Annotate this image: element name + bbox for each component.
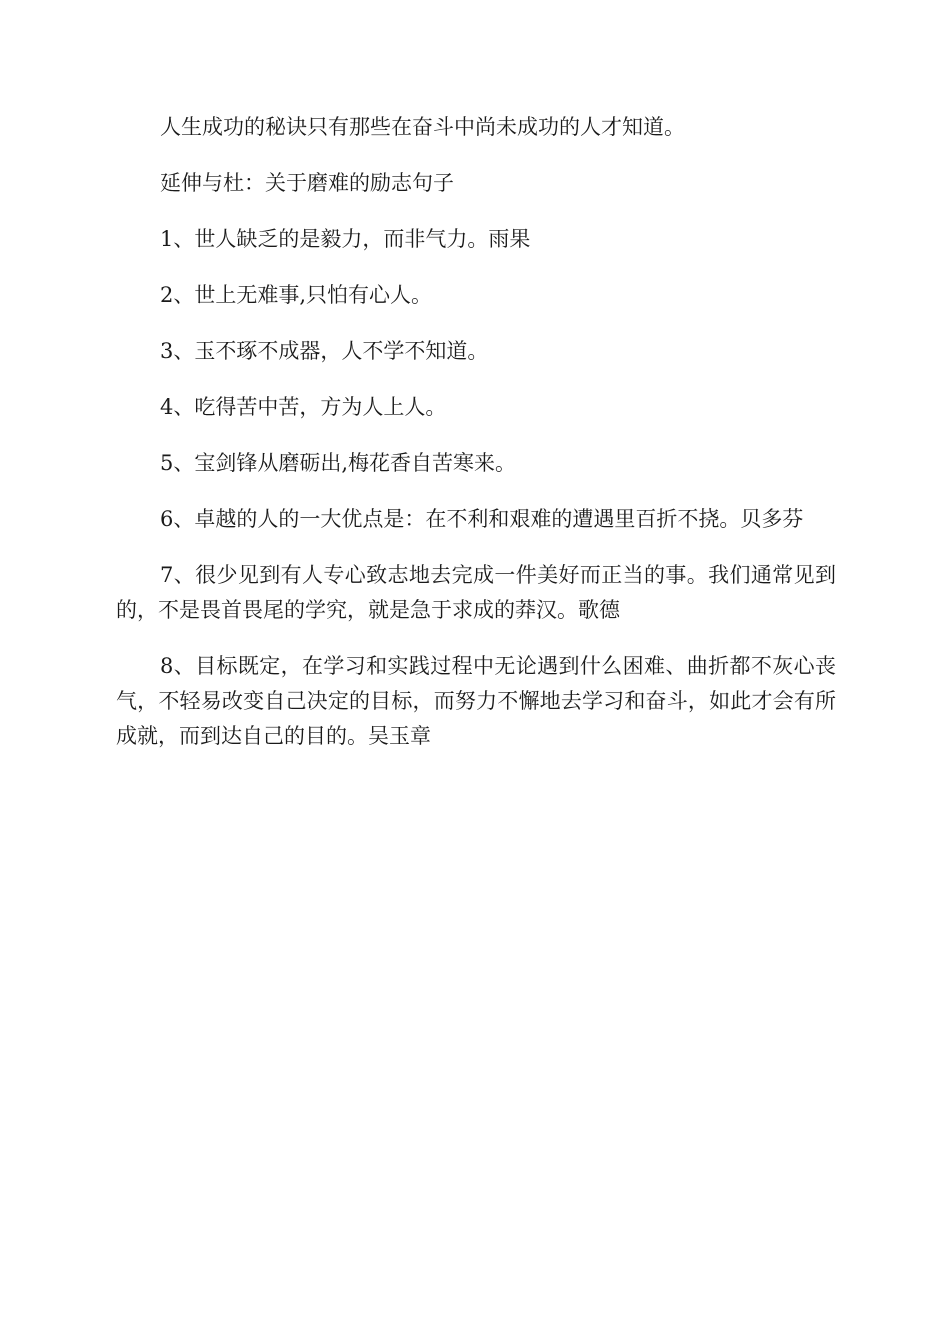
quote-item: 8、目标既定，在学习和实践过程中无论遇到什么困难、曲折都不灰心丧气，不轻易改变自己决定的目标，而努力不懈地去学习和奋斗，如此才会有所成就，而到达自己的目的。吴玉章 — [116, 654, 836, 748]
quote-item: 2、世上无难事,只怕有心人。 — [160, 283, 433, 307]
quote-item: 6、卓越的人的一大优点是：在不利和艰难的遭遇里百折不挠。贝多芬 — [160, 507, 804, 531]
document-body — [116, 110, 836, 775]
quote-item: 5、宝剑锋从磨砺出,梅花香自苦寒来。 — [160, 451, 517, 475]
quote-item: 3、玉不琢不成器，人不学不知道。 — [160, 339, 489, 363]
section-heading: 延伸与杜：关于磨难的励志句子 — [160, 171, 454, 195]
quote-item: 4、吃得苦中苦，方为人上人。 — [160, 395, 447, 419]
intro-paragraph: 人生成功的秘诀只有那些在奋斗中尚未成功的人才知道。 — [160, 115, 685, 139]
quote-item: 1、世人缺乏的是毅力，而非气力。雨果 — [160, 227, 531, 251]
quote-item: 7、很少见到有人专心致志地去完成一件美好而正当的事。我们通常见到的，不是畏首畏尾的学究，就是急于求成的莽汉。歌德 — [116, 563, 836, 622]
